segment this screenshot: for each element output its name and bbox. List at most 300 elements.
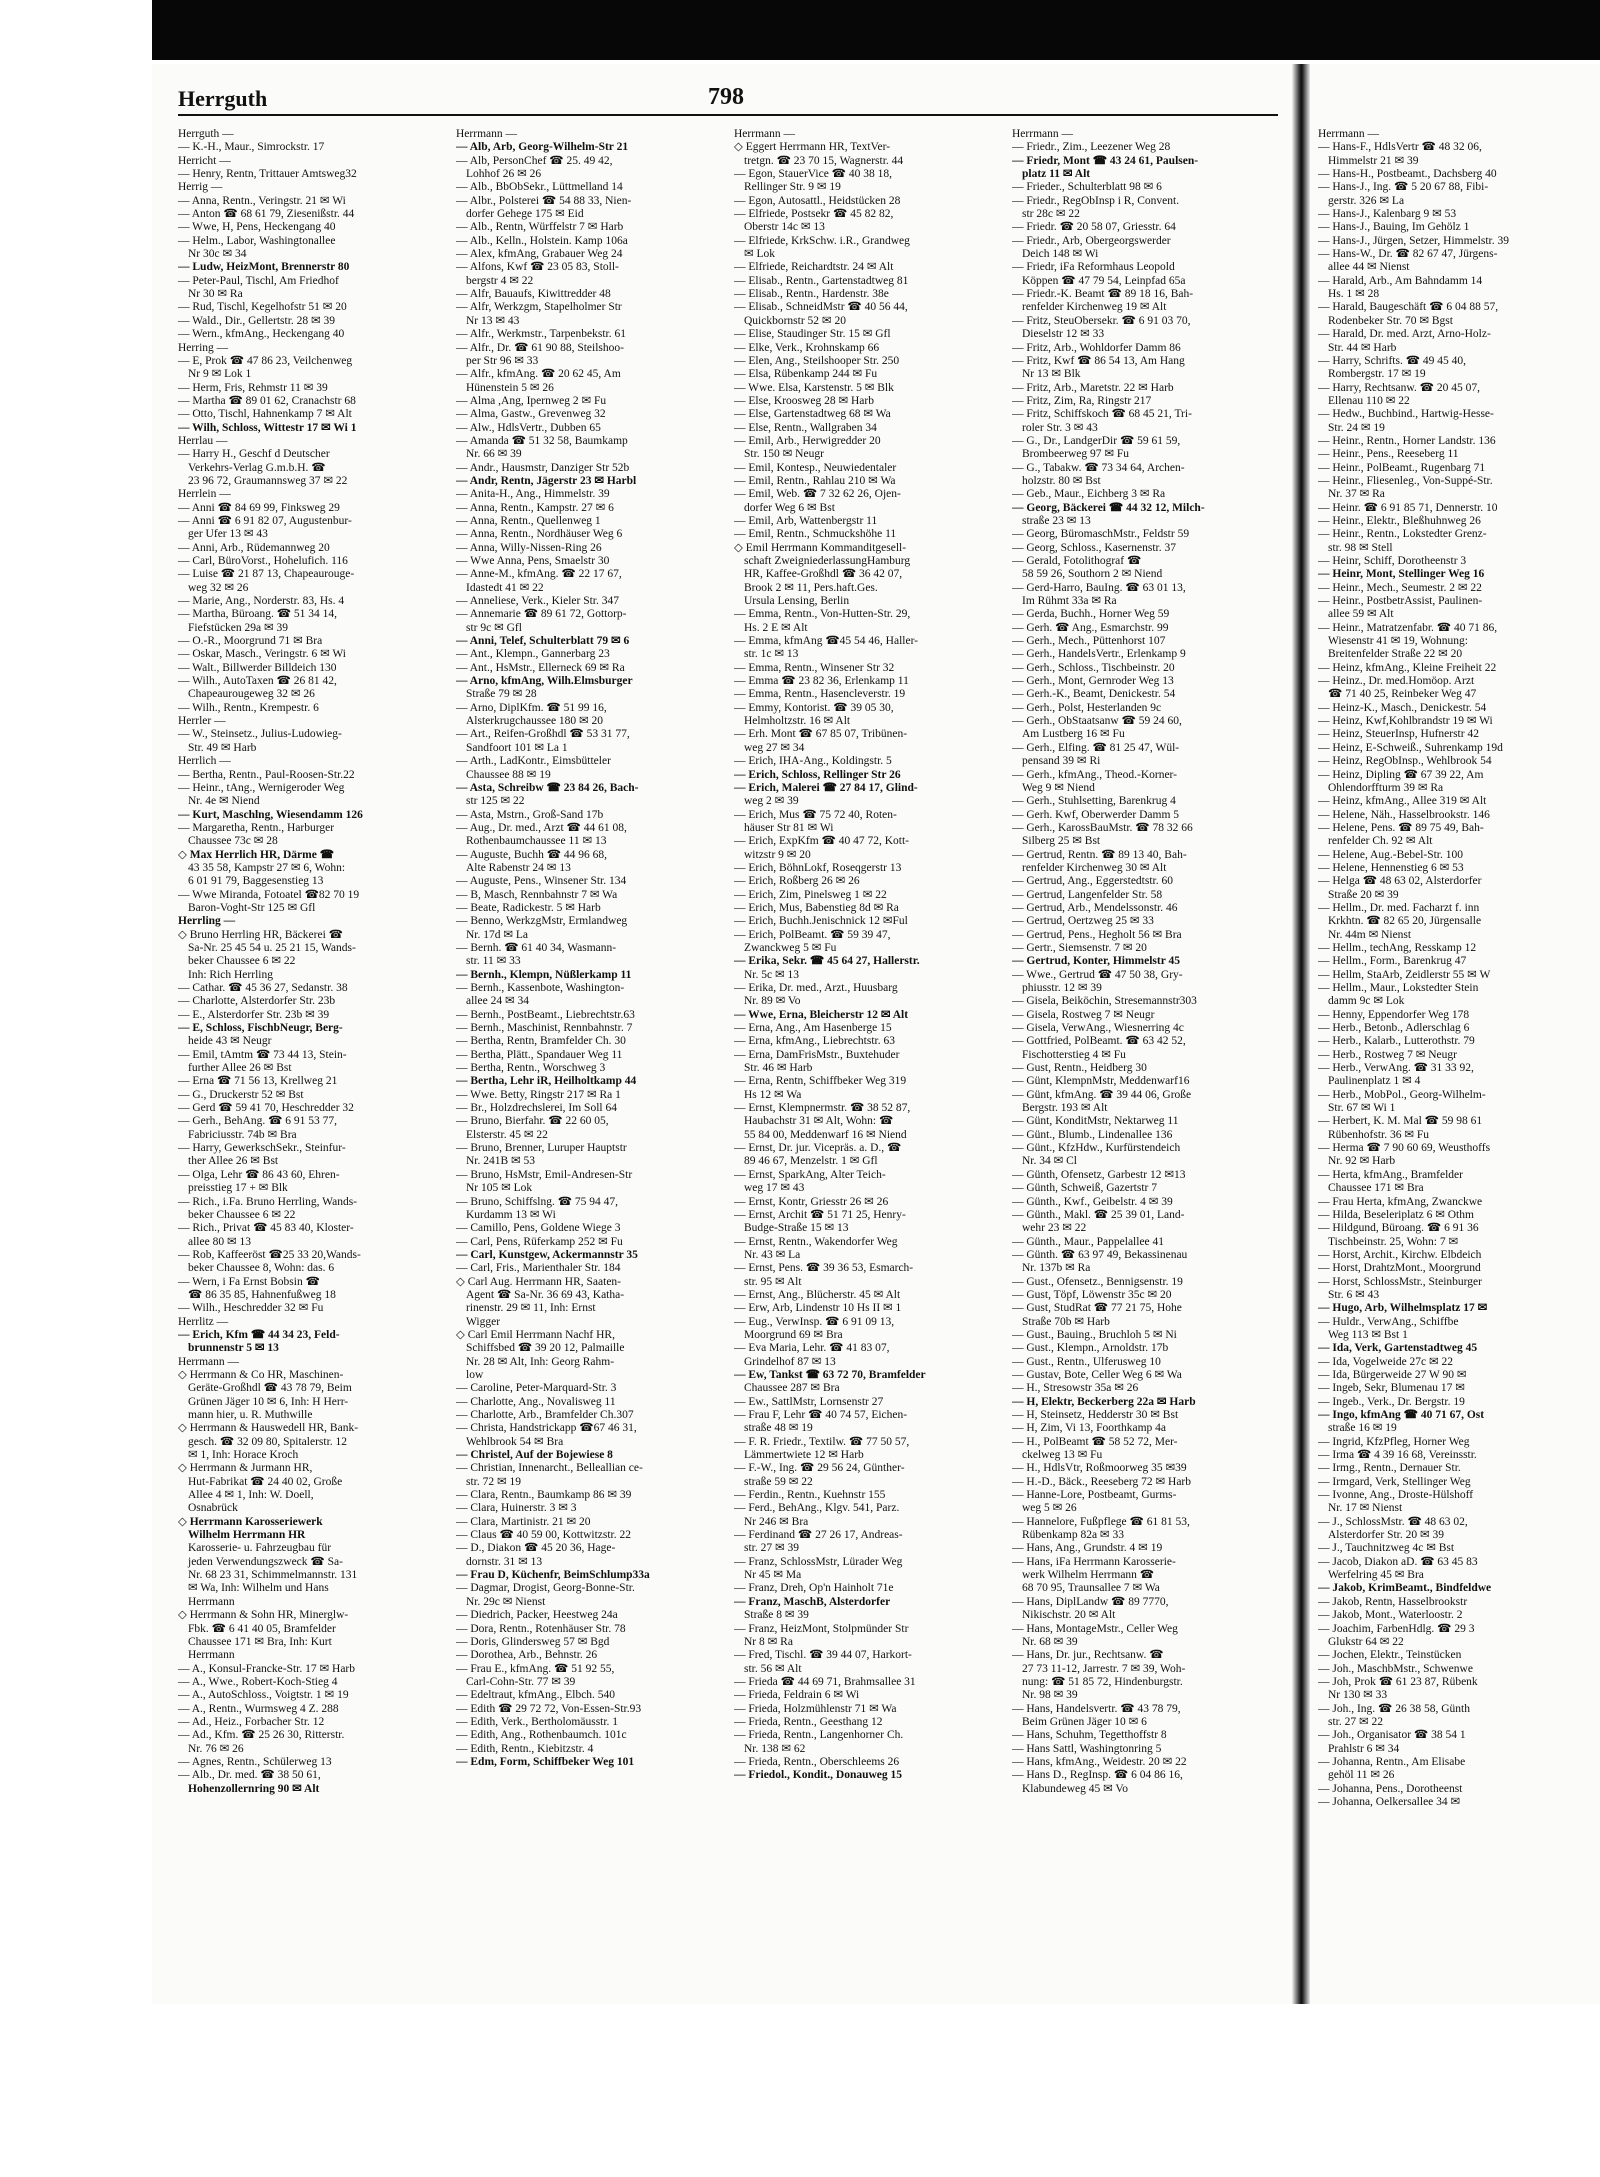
directory-entry: — Harald, Baugeschäft ☎ 6 04 88 57, xyxy=(1318,301,1499,314)
directory-entry: — A., Wwe., Robert-Koch-Stieg 4 xyxy=(178,1675,338,1688)
directory-entry: — Erich, PolBeamt. ☎ 59 39 47, xyxy=(734,928,891,941)
directory-entry: Beim Grünen Jäger 10 ✉ 6 xyxy=(1022,1715,1147,1728)
directory-entry: — Alfr, Bauaufs, Kiwittredder 48 xyxy=(456,288,611,301)
directory-entry: — Bruno, Brenner, Luruper Hauptstr xyxy=(456,1142,627,1155)
directory-entry: Str. 24 ✉ 19 xyxy=(1328,421,1385,434)
directory-entry: — Walt., Billwerder Billdeich 130 xyxy=(178,661,337,674)
directory-entry: per Str 96 ✉ 33 xyxy=(466,354,539,367)
directory-entry: — Wwe., Gertrud ☎ 47 50 38, Gry- xyxy=(1012,968,1183,981)
directory-entry: Nr. 68 23 31, Schimmelmannstr. 131 xyxy=(188,1569,358,1582)
directory-entry: — Margaretha, Rentn., Harburger xyxy=(178,821,335,834)
directory-entry: — Erich, Buchh.Jenischnick 12 ✉Ful xyxy=(734,915,908,928)
directory-entry: 89 46 67, Menzelstr. 1 ✉ Gfl xyxy=(744,1155,878,1168)
directory-entry: ther Allee 26 ✉ Bst xyxy=(188,1155,279,1168)
directory-entry: — Herb., Rostweg 7 ✉ Neugr xyxy=(1318,1048,1457,1061)
directory-entry: — Asta, Mstrn., Groß-Sand 17b xyxy=(456,808,604,821)
directory-entry: — Emil, Kontesp., Neuwiedentaler xyxy=(734,461,897,474)
directory-entry: — J., SchlossMstr. ☎ 48 63 02, xyxy=(1318,1515,1468,1528)
directory-entry: — Hellm., Form., Barenkrug 47 xyxy=(1318,955,1467,968)
directory-entry: — Wwe, Erna, Bleicherstr 12 ✉ Alt xyxy=(734,1008,909,1021)
directory-entry: — Anni ☎ 6 91 82 07, Augustenbur- xyxy=(178,514,352,527)
directory-entry: Krkhtn. ☎ 82 65 20, Jürgensalle xyxy=(1328,915,1482,928)
directory-entry: häuser Str 81 ✉ Wi xyxy=(744,821,834,834)
directory-entry: — Carl, Kunstgew, Ackermannstr 35 xyxy=(456,1248,638,1261)
directory-entry: — Heinr., tAng., Wernigeroder Weg xyxy=(178,781,345,794)
directory-entry: — Emil, Web. ☎ 7 32 62 26, Ojen- xyxy=(734,488,901,501)
directory-entry: — Gust., Ofensetz., Bennigsenstr. 19 xyxy=(1012,1275,1183,1288)
directory-entry: — H, Steinsetz, Hedderstr 30 ✉ Bst xyxy=(1012,1409,1179,1421)
directory-entry: Tischbeinstr. 25, Wohn: 7 ✉ xyxy=(1328,1235,1459,1248)
directory-entry: ☎ 86 35 85, Hahnenfußweg 18 xyxy=(188,1288,336,1301)
directory-entry: Silberg 25 ✉ Bst xyxy=(1022,835,1101,848)
directory-entry: — Emma, Rentn., Von-Hutten-Str. 29, xyxy=(734,608,911,621)
directory-entry: low xyxy=(466,1368,484,1381)
directory-entry: — Anni ☎ 84 69 99, Finksweg 29 xyxy=(178,501,340,514)
directory-entry: weg 5 ✉ 26 xyxy=(1022,1502,1077,1515)
directory-entry: — Fritz, Zim, Ra, Ringstr 217 xyxy=(1012,394,1152,407)
directory-entry: — Alb, PersonChef ☎ 25. 49 42, xyxy=(456,154,613,167)
directory-entry: brunnenstr 5 ✉ 13 xyxy=(188,1342,279,1355)
directory-entry: str. 98 ✉ Stell xyxy=(1328,541,1393,554)
directory-entry: — A., Rentn., Wurmsweg 4 Z. 288 xyxy=(178,1702,339,1715)
directory-entry: — Hilda, Beseleriplatz 6 ✉ Othm xyxy=(1318,1208,1474,1221)
directory-entry: str. 56 ✉ Alt xyxy=(744,1662,802,1675)
directory-entry: Fabriciusstr. 74b ✉ Bra xyxy=(188,1128,297,1141)
directory-entry: — Hans-H., Postbeamt., Dachsberg 40 xyxy=(1318,168,1497,181)
directory-entry: — Gerda, Buchh., Horner Weg 59 xyxy=(1012,608,1170,621)
directory-entry: beker Chaussee 6 ✉ 22 xyxy=(188,1208,296,1221)
directory-entry: Idastedt 41 ✉ 22 xyxy=(466,581,544,594)
directory-entry: — Erich, Mus ☎ 75 72 40, Roten- xyxy=(734,808,897,821)
directory-entry: — Georg, Schloss., Kasernenstr. 37 xyxy=(1012,541,1176,554)
column-3 xyxy=(734,128,998,1994)
directory-entry: Nr 8 ✉ Ra xyxy=(744,1635,793,1648)
directory-entry: 43 35 58, Kampstr 27 ✉ 6, Wohn: xyxy=(188,861,346,874)
directory-entry: — Heinr., PolBeamt., Rugenbarg 71 xyxy=(1318,461,1486,474)
directory-entry: — Alfr., kfmAng. ☎ 20 62 45, Am xyxy=(456,368,621,381)
directory-entry: — Ant., HsMstr., Ellerneck 69 ✉ Ra xyxy=(456,661,625,674)
directory-entry: — Heinr, Mont, Stellinger Weg 16 xyxy=(1318,568,1485,581)
directory-entry: Hünenstein 5 ✉ 26 xyxy=(466,381,554,394)
directory-entry: — Heinz, SteuerInsp, Hufnerstr 42 xyxy=(1318,728,1479,741)
directory-entry: — Harald, Arb., Am Bahndamm 14 xyxy=(1318,274,1483,287)
directory-entry: Nr. 43 ✉ La xyxy=(744,1248,801,1261)
directory-entry: — Hans, Schuhm, Tegetthoffstr 8 xyxy=(1012,1729,1167,1742)
directory-entry: — Wilh, Schloss, Wittestr 17 ✉ Wi 1 xyxy=(178,421,357,434)
directory-entry: Oberstr 14c ✉ 13 xyxy=(744,221,825,234)
directory-entry: — Erh. Mont ☎ 67 85 07, Tribünen- xyxy=(734,728,908,741)
directory-entry: Im Rühmt 33a ✉ Ra xyxy=(1022,595,1117,608)
directory-entry: — Caroline, Peter-Marquard-Str. 3 xyxy=(456,1382,617,1395)
directory-entry: — Hans, kfmAng., Weidestr. 20 ✉ 22 xyxy=(1012,1755,1187,1768)
directory-entry: Rothenbaumchaussee 11 ✉ 13 xyxy=(466,835,607,848)
directory-entry: 27 73 11-12, Jarrestr. 7 ✉ 39, Woh- xyxy=(1022,1662,1186,1675)
directory-entry: — Gerh., Mont, Gernroder Weg 13 xyxy=(1012,675,1174,688)
directory-entry: — Günth., Maur., Pappelallee 41 xyxy=(1012,1235,1165,1248)
directory-entry: — Heinr., PostbetrAssist, Paulinen- xyxy=(1318,595,1483,608)
directory-entry: 68 70 95, Traunsallee 7 ✉ Wa xyxy=(1022,1582,1160,1595)
directory-entry: — H., HdlsVtr, Roßmoorweg 35 ✉39 xyxy=(1012,1462,1187,1475)
directory-entry: — Gust., Rentn., Ulferusweg 10 xyxy=(1012,1355,1161,1368)
page-number: 798 xyxy=(708,84,744,110)
directory-entry: — Heinz., Dr. med.Homöop. Arzt xyxy=(1318,675,1475,688)
directory-entry: — Friedol., Kondit., Donauweg 15 xyxy=(734,1769,903,1782)
directory-entry: — Anna, Rentn., Veringstr. 21 ✉ Wi xyxy=(178,194,346,207)
directory-entry: str. 27 ✉ 22 xyxy=(1328,1715,1384,1728)
book-gutter xyxy=(1292,64,1310,2004)
directory-entry: — Frau D, Küchenfr, BeimSchlump33a xyxy=(456,1569,650,1582)
directory-entry: — Carl, BüroVorst., Hohelufich. 116 xyxy=(178,555,348,567)
directory-entry: — Fritz, Arb., Wohldorfer Damm 86 xyxy=(1012,341,1181,354)
directory-entry: Lohhof 26 ✉ 26 xyxy=(466,168,542,181)
directory-entry: — Kurt, Maschlng, Wiesendamm 126 xyxy=(178,808,363,821)
directory-entry: — Ingo, kfmAng ☎ 40 71 67, Ost xyxy=(1318,1409,1485,1421)
directory-entry: — Anni, Arb., Rüdemannweg 20 xyxy=(178,541,330,554)
directory-entry: — Gerh., Polst, Hesterlanden 9c xyxy=(1012,701,1162,714)
directory-entry: — Hanne-Lore, Postbeamt, Gurms- xyxy=(1012,1489,1177,1502)
directory-entry: Fischotterstieg 4 ✉ Fu xyxy=(1022,1048,1126,1061)
directory-entry: — Horst, Archit., Kirchw. Elbdeich xyxy=(1318,1248,1482,1261)
directory-entry: — Clara, Martinistr. 21 ✉ 20 xyxy=(456,1515,591,1528)
directory-entry: — Joh., Ing. ☎ 26 38 58, Günth xyxy=(1318,1702,1471,1715)
directory-entry: — Geb., Maur., Eichberg 3 ✉ Ra xyxy=(1012,488,1166,501)
directory-entry: — Helene, Näh., Hasselbrookstr. 146 xyxy=(1318,808,1490,821)
directory-entry: Breitenfelder Straße 22 ✉ 20 xyxy=(1328,648,1463,661)
directory-entry: — Gottfried, PolBeamt. ☎ 63 42 52, xyxy=(1012,1035,1186,1048)
directory-entry: Nr. 68 ✉ 39 xyxy=(1022,1635,1078,1648)
directory-entry: — Ad., Heiz., Forbacher Str. 12 xyxy=(178,1715,325,1728)
directory-entry: — Bertha, Rentn., Worschweg 3 xyxy=(456,1062,606,1075)
directory-entry: preisstieg 17 + ✉ Blk xyxy=(188,1182,288,1195)
directory-entry: — Hans Sattl, Washingtonring 5 xyxy=(1012,1742,1162,1755)
directory-entry: — Gertrud, Rentn. ☎ 89 13 40, Bah- xyxy=(1012,848,1187,861)
directory-entry: — Anne-M., kfmAng. ☎ 22 17 67, xyxy=(456,568,622,581)
directory-entry: — Frau E., kfmAng. ☎ 51 92 55, xyxy=(456,1662,615,1675)
directory-entry: — Hellm., Maur., Lokstedter Stein xyxy=(1318,982,1479,994)
directory-entry: platz 11 ✉ Alt xyxy=(1022,168,1091,181)
directory-entry: — Ew, Tankst ☎ 63 72 70, Bramfelder xyxy=(734,1368,926,1381)
directory-entry: — Joh., MaschbMstr., Schwenwe xyxy=(1318,1662,1473,1675)
directory-entry: — Christian, Innenarcht., Belleallian ce- xyxy=(456,1462,643,1475)
directory-entry: — Ernst, Pens. ☎ 39 36 53, Esmarch- xyxy=(734,1262,914,1275)
directory-entry: — Ingeb., Verk., Dr. Bergstr. 19 xyxy=(1318,1395,1465,1408)
directory-entry: Schiffsbed ☎ 39 20 12, Palmaille xyxy=(466,1342,625,1355)
directory-entry: — Ida, Vogelweide 27c ✉ 22 xyxy=(1318,1355,1454,1368)
directory-entry: — Beate, Radickestr. 5 ✉ Harb xyxy=(456,901,601,914)
directory-entry: — Gisela, VerwAng., Wiesnerring 4c xyxy=(1012,1022,1184,1035)
directory-entry: — Friedr., RegObInsp i R, Convent. xyxy=(1012,194,1180,207)
directory-entry: Elsterstr. 45 ✉ 22 xyxy=(466,1128,548,1141)
directory-entry: allee 44 ✉ Nienst xyxy=(1328,261,1410,274)
directory-entry: — Rich., Privat ☎ 45 83 40, Kloster- xyxy=(178,1222,354,1235)
directory-entry: — Gertrud, Langenfelder Str. 58 xyxy=(1012,888,1163,901)
directory-entry: Nr. 138 ✉ 62 xyxy=(744,1742,806,1755)
directory-entry: — Christa, Handstrickapp ☎67 46 31, xyxy=(456,1422,637,1435)
directory-entry: Nr. 5c ✉ 13 xyxy=(744,968,799,981)
directory-entry: Rellinger Str. 9 ✉ 19 xyxy=(744,181,841,194)
directory-entry: witzstr 9 ✉ 20 xyxy=(744,848,811,861)
directory-entry: — Heinr., Rentn., Horner Landstr. 136 xyxy=(1318,434,1496,447)
directory-entry: Hs. 1 ✉ 28 xyxy=(1328,288,1380,301)
directory-entry: — Alma ,Ang, Ipernweg 2 ✉ Fu xyxy=(456,394,607,407)
directory-entry: — Alb, Arb, Georg-Wilhelm-Str 21 xyxy=(456,141,629,154)
directory-entry: — Friedr, iFa Reformhaus Leopold xyxy=(1012,261,1175,274)
directory-entry: — Edm, Form, Schiffbeker Weg 101 xyxy=(456,1755,635,1768)
directory-entry: — Luise ☎ 21 87 13, Chapeaurouge- xyxy=(178,568,355,581)
directory-entry: — Bernh. ☎ 61 40 34, Wasmann- xyxy=(456,941,617,954)
directory-entry: — Gust., Bauing., Bruchloh 5 ✉ Ni xyxy=(1012,1328,1177,1341)
directory-entry: — Else, Gartenstadtweg 68 ✉ Wa xyxy=(734,408,891,421)
directory-entry: ◇ Carl Emil Herrmann Nachf HR, xyxy=(456,1328,615,1341)
directory-entry: Ohlendorffturm 39 ✉ Ra xyxy=(1328,781,1444,794)
directory-entry: — Gerd ☎ 59 41 70, Heschredder 32 xyxy=(178,1102,354,1115)
directory-entry: gehöl 11 ✉ 26 xyxy=(1328,1769,1395,1782)
directory-entry: Straße 70b ✉ Harb xyxy=(1022,1315,1110,1328)
directory-entry: Quickbornstr 52 ✉ 20 xyxy=(744,314,846,327)
directory-entry: Alsterdorfer Str. 20 ✉ 39 xyxy=(1328,1529,1444,1542)
directory-entry: — Harry H., Geschf d Deutscher xyxy=(178,448,330,461)
directory-entry: — Oskar, Masch., Veringstr. 6 ✉ Wi xyxy=(178,648,346,661)
directory-entry: weg 32 ✉ 26 xyxy=(188,581,249,594)
directory-entry: — Gerh., Schloss., Tischbeinstr. 20 xyxy=(1012,661,1175,674)
directory-entry: tretgn. ☎ 23 70 15, Wagnerstr. 44 xyxy=(744,154,904,167)
directory-entry: — Gerh., Stuhlsetting, Barenkrug 4 xyxy=(1012,795,1176,808)
directory-entry: Hs. 2 E ✉ Alt xyxy=(744,621,808,634)
directory-entry: — Andr, Rentn, Jägerstr 23 ✉ Harbl xyxy=(456,474,637,487)
directory-entry: 55 84 00, Meddenwarf 16 ✉ Niend xyxy=(744,1128,907,1141)
directory-entry: Nr. 66 ✉ 39 xyxy=(466,448,522,461)
directory-entry: — Hellm., techAng, Resskamp 12 xyxy=(1318,941,1477,954)
directory-entry: — Jakob, KrimBeamt., Bindfeldwe xyxy=(1318,1582,1492,1595)
directory-entry: heide 43 ✉ Neugr xyxy=(188,1035,272,1048)
directory-entry: — Emma ☎ 23 82 36, Erlenkamp 11 xyxy=(734,675,909,688)
directory-entry: — Frieder., Schulterblatt 98 ✉ 6 xyxy=(1012,181,1162,194)
directory-entry: — Egon, Autosattl., Heidstücken 28 xyxy=(734,194,901,207)
directory-entry: — Herb., VerwAng. ☎ 31 33 92, xyxy=(1318,1062,1474,1075)
directory-entry: — Heinr., Fliesenleg., Von-Suppé-Str. xyxy=(1318,474,1493,487)
directory-entry: HR, Kaffee-Großhdl ☎ 36 42 07, xyxy=(744,568,903,581)
directory-entry: — Wilh., AutoTaxen ☎ 26 81 42, xyxy=(178,675,337,688)
directory-entry: — Ferdinand ☎ 27 26 17, Andreas- xyxy=(734,1529,903,1542)
directory-entry: — Joh., Organisator ☎ 38 54 1 xyxy=(1318,1729,1466,1742)
directory-entry: — Carl, Pens, Rüferkamp 252 ✉ Fu xyxy=(456,1235,623,1248)
directory-entry: — Gertrud, Pens., Hegholt 56 ✉ Bra xyxy=(1012,928,1182,941)
directory-entry: — Fred, Tischl. ☎ 39 44 07, Harkort- xyxy=(734,1649,912,1662)
directory-entry: — Doris, Glindersweg 57 ✉ Bgd xyxy=(456,1635,610,1648)
directory-entry: — G., Dr., LandgerDir ☎ 59 61 59, xyxy=(1012,434,1181,447)
directory-entry: — G., Tabakw. ☎ 73 34 64, Archen- xyxy=(1012,461,1185,474)
directory-entry: Chapeaurougeweg 32 ✉ 26 xyxy=(188,688,315,701)
directory-entry: — Eva Maria, Lehr. ☎ 41 83 07, xyxy=(734,1342,890,1355)
directory-entry: — Asta, Schreibw ☎ 23 84 26, Bach- xyxy=(456,781,639,794)
directory-entry: — Ingrid, KfzPfleg, Horner Weg xyxy=(1318,1435,1470,1448)
directory-entry: — Wern, i Fa Ernst Bobsin ☎ xyxy=(178,1275,320,1288)
directory-entry: str 125 ✉ 22 xyxy=(466,795,525,808)
column-1 xyxy=(178,128,442,1994)
directory-entry: — Erna ☎ 71 56 13, Krellweg 21 xyxy=(178,1075,338,1088)
directory-entry: — Heinr., Elektr., Bleßhuhnweg 26 xyxy=(1318,514,1481,527)
directory-entry: — Gerh., HandelsVertr., Erlenkamp 9 xyxy=(1012,648,1186,661)
directory-entry: — Rud, Tischl, Kegelhofstr 51 ✉ 20 xyxy=(178,301,347,314)
directory-entry: — H.-D., Bäck., Reeseberg 72 ✉ Harb xyxy=(1012,1475,1192,1488)
directory-entry: Brook 2 ✉ 11, Pers.haft.Ges. xyxy=(744,581,878,594)
scan-margin-bottom xyxy=(152,2004,1600,2177)
directory-entry: — Gerh.-K., Beamt, Denickestr. 54 xyxy=(1012,688,1176,701)
facing-page-column xyxy=(1318,128,1598,1994)
directory-entry: — Andr., Hausmstr, Danziger Str 52b xyxy=(456,461,630,474)
directory-entry: — Wern., kfmAng., Heckengang 40 xyxy=(178,328,345,341)
directory-entry: Straße 79 ✉ 28 xyxy=(466,688,537,701)
directory-entry: — Fritz, Kwf ☎ 86 54 13, Am Hang xyxy=(1012,354,1185,367)
directory-entry: — Erika, Dr. med., Arzt., Huusbarg xyxy=(734,982,898,994)
directory-entry: Herrling — xyxy=(178,915,236,928)
directory-entry: — Art., Reifen-Großhdl ☎ 53 31 77, xyxy=(456,728,630,741)
directory-entry: — Emma, Rentn., Winsener Str 32 xyxy=(734,661,895,674)
directory-entry: — Franz, Dreh, Op'n Hainholt 71e xyxy=(734,1582,894,1595)
directory-entry: — Bruno, Schiffslng. ☎ 75 94 47, xyxy=(456,1195,619,1208)
directory-entry: — Bruno, HsMstr, Emil-Andresen-Str xyxy=(456,1168,633,1181)
directory-entry: — H, Elektr, Beckerberg 22a ✉ Harb xyxy=(1012,1395,1196,1408)
directory-entry: — Ew., SattlMstr, Lornsenstr 27 xyxy=(734,1395,884,1408)
directory-entry: Klabundeweg 45 ✉ Vo xyxy=(1022,1782,1128,1795)
directory-entry: — Alfr., Werkmstr., Tarpenbekstr. 61 xyxy=(456,328,627,341)
directory-entry: dornstr. 31 ✉ 13 xyxy=(466,1555,543,1568)
directory-entry: Paulinenplatz 1 ✉ 4 xyxy=(1328,1075,1421,1088)
directory-entry: Sa-Nr. 25 45 54 u. 25 21 15, Wands- xyxy=(188,941,356,954)
directory-entry: — Franz, MaschB, Alsterdorfer xyxy=(734,1595,891,1608)
directory-entry: Karosserie- u. Fahrzeugbau für xyxy=(188,1542,332,1555)
directory-entry: — Martha, Büroang. ☎ 51 34 14, xyxy=(178,608,338,621)
directory-entry: — Alfr, Werkzgm, Stapelholmer Str xyxy=(456,301,622,314)
directory-entry: 58 59 26, Southorn 2 ✉ Niend xyxy=(1022,568,1163,581)
directory-entry: — Heinz, E-Schweiß., Suhrenkamp 19d xyxy=(1318,741,1503,754)
directory-entry: str. 95 ✉ Alt xyxy=(744,1275,802,1288)
directory-entry: Herrguth — xyxy=(178,128,234,140)
directory-entry: Nr. 37 ✉ Ra xyxy=(1328,488,1385,501)
page-header xyxy=(178,86,1278,116)
directory-entry: rinenstr. 29 ✉ 11, Inh: Ernst xyxy=(466,1302,596,1315)
directory-entry: Zwanckweg 5 ✉ Fu xyxy=(744,941,837,954)
directory-entry: — Gertrud, Arb., Mendelssonstr. 46 xyxy=(1012,901,1178,914)
directory-entry: beker Chaussee 6 ✉ 22 xyxy=(188,955,296,968)
directory-entry: — D., Diakon ☎ 45 20 36, Hage- xyxy=(456,1542,616,1555)
directory-entry: renfelder Kirchenweg 30 ✉ Alt xyxy=(1022,861,1167,874)
directory-entry: holzstr. 80 ✉ Bst xyxy=(1022,474,1101,487)
directory-entry: — Emma, kfmAng ☎45 54 46, Haller- xyxy=(734,635,919,648)
directory-entry: straße 59 ✉ 22 xyxy=(744,1475,813,1488)
directory-entry: Fiefstücken 29a ✉ 39 xyxy=(188,621,289,634)
directory-entry: — Erna, DamFrisMstr., Buxtehuder xyxy=(734,1048,900,1061)
directory-entry: — Alb., Kelln., Holstein. Kamp 106a xyxy=(456,234,628,247)
directory-entry: — Heinz, kfmAng., Kleine Freiheit 22 xyxy=(1318,661,1497,674)
directory-entry: Kurdamm 13 ✉ Wi xyxy=(466,1208,556,1221)
directory-entry: — Hans-J., Ing. ☎ 5 20 67 88, Fibi- xyxy=(1318,181,1489,194)
directory-entry: — Ernst, Dr. jur. Vicepräs. a. D., ☎ xyxy=(734,1142,902,1155)
directory-entry: — Rich., i.Fa. Bruno Herrling, Wands- xyxy=(178,1195,358,1208)
directory-entry: — Gustav, Bote, Celler Weg 6 ✉ Wa xyxy=(1012,1368,1182,1381)
directory-entry: — Hans, DiplLandw ☎ 89 7770, xyxy=(1012,1595,1169,1608)
directory-entry: Brombeerweg 97 ✉ Fu xyxy=(1022,448,1130,461)
directory-entry: — Gust, StudRat ☎ 77 21 75, Hohe xyxy=(1012,1302,1182,1315)
directory-entry: — Ernst, Archit ☎ 51 71 25, Henry- xyxy=(734,1208,906,1221)
directory-entry: — Bertha, Plätt., Spandauer Weg 11 xyxy=(456,1048,623,1061)
directory-entry: — W., Steinsetz., Julius-Ludowieg- xyxy=(178,728,342,741)
directory-entry: Nr 30c ✉ 34 xyxy=(188,248,247,261)
directory-entry: — Helene, Hennenstieg 6 ✉ 53 xyxy=(1318,861,1464,874)
directory-entry: — Auguste, Pens., Winsener Str. 134 xyxy=(456,875,627,888)
directory-entry: Hs 12 ✉ Wa xyxy=(744,1088,802,1101)
directory-entry: — Günt, KonditMstr, Nektarweg 11 xyxy=(1012,1115,1179,1128)
directory-entry: Prahlstr 6 ✉ 34 xyxy=(1328,1742,1400,1755)
directory-columns xyxy=(178,128,1286,1994)
directory-entry: — Gerh. Kwf, Oberwerder Damm 5 xyxy=(1012,808,1180,821)
directory-entry: — Wwe. Elsa, Karstenstr. 5 ✉ Blk xyxy=(734,381,894,394)
directory-entry: — Horst, DrahtzMont., Moorgrund xyxy=(1318,1262,1481,1275)
directory-entry: — Charlotte, Ang., Novalisweg 11 xyxy=(456,1395,616,1408)
directory-entry: — Cathar. ☎ 45 36 27, Sedanstr. 38 xyxy=(178,982,348,994)
directory-entry: — Hannelore, Fußpflege ☎ 61 81 53, xyxy=(1012,1515,1190,1528)
directory-entry: — Gust, Rentn., Heidberg 30 xyxy=(1012,1062,1147,1075)
directory-entry: — Friedr. ☎ 20 58 07, Griesstr. 64 xyxy=(1012,221,1176,234)
directory-entry: — Anna, Willy-Nissen-Ring 26 xyxy=(456,541,602,554)
directory-entry: — Gertrud, Konter, Himmelstr 45 xyxy=(1012,955,1181,968)
running-head: Herrguth xyxy=(178,86,268,111)
directory-entry: Sandfoort 101 ✉ La 1 xyxy=(466,741,568,754)
directory-entry: — Hans D., RegInsp. ☎ 6 04 86 16, xyxy=(1012,1769,1183,1782)
directory-entry: ◇ Max Herrlich HR, Därme ☎ xyxy=(178,848,335,861)
directory-entry: Fbk. ☎ 6 41 40 05, Bramfelder xyxy=(188,1622,336,1635)
directory-entry: — Wilh., Rentn., Krempestr. 6 xyxy=(178,701,319,714)
directory-entry: — Alfr., Dr. ☎ 61 90 88, Steilshoo- xyxy=(456,341,624,354)
directory-entry: — Anton ☎ 68 61 79, Ziesenißstr. 44 xyxy=(178,208,355,221)
directory-entry: — Wwe Miranda, Fotoatel ☎82 70 19 xyxy=(178,888,360,901)
directory-entry: — Elsa, Rübenkamp 244 ✉ Fu xyxy=(734,368,878,381)
directory-entry: — Herb., Betonb., Adlerschlag 6 xyxy=(1318,1022,1470,1035)
directory-entry: Rodenbeker Str. 70 ✉ Bgst xyxy=(1328,314,1453,327)
directory-entry: — Hans-W., Dr. ☎ 82 67 47, Jürgens- xyxy=(1318,248,1498,261)
directory-entry: Weg 113 ✉ Bst 1 xyxy=(1328,1328,1408,1341)
directory-entry: — Bernh., PostBeamt., Liebrechtstr.63 xyxy=(456,1008,635,1021)
directory-entry: — Carl, Fris., Marienthaler Str. 184 xyxy=(456,1262,621,1275)
directory-entry: ◇ Herrmann & Hauswedell HR, Bank- xyxy=(178,1422,359,1435)
directory-entry: — H., Stresowstr 35a ✉ 26 xyxy=(1012,1382,1139,1395)
directory-entry: — J., Tauchnitzweg 4c ✉ Bst xyxy=(1318,1542,1455,1555)
directory-entry: — Frieda, Feldrain 6 ✉ Wi xyxy=(734,1689,860,1702)
directory-entry: — Bernh., Maschinist, Rennbahnstr. 7 xyxy=(456,1022,633,1035)
directory-entry: — Egon, StauerVice ☎ 40 38 18, xyxy=(734,168,892,181)
directory-entry: Herrmann — xyxy=(178,1355,239,1368)
directory-entry: — Elisab., Rentn., Hardenstr. 38e xyxy=(734,288,889,301)
directory-entry: further Allee 26 ✉ Bst xyxy=(188,1062,292,1075)
directory-entry: ✉ Lok xyxy=(744,248,776,261)
directory-entry: — K.-H., Maur., Simrockstr. 17 xyxy=(178,141,325,154)
directory-entry: — Friedr, Mont ☎ 43 24 61, Paulsen- xyxy=(1012,154,1199,167)
directory-entry: — Gerh., KarossBauMstr. ☎ 78 32 66 xyxy=(1012,821,1193,834)
directory-entry: renfelder Kirchenweg 19 ✉ Alt xyxy=(1022,301,1167,314)
directory-entry: — Anna, Rentn., Quellenweg 1 xyxy=(456,514,601,527)
directory-entry: — Heinr. ☎ 6 91 85 71, Dennerstr. 10 xyxy=(1318,501,1498,514)
directory-entry: — Annemarie ☎ 89 61 72, Gottorp- xyxy=(456,608,627,621)
directory-entry: — Hans-J., Bauing, Im Gehölz 1 xyxy=(1318,221,1470,234)
directory-entry: — Fritz, Arb., Maretstr. 22 ✉ Harb xyxy=(1012,381,1174,394)
directory-entry: Nr. 92 ✉ Harb xyxy=(1328,1155,1396,1168)
directory-entry: — Erich, IHA-Ang., Koldingstr. 5 xyxy=(734,755,892,768)
directory-entry: Str. 46 ✉ Harb xyxy=(744,1062,813,1075)
directory-entry: — Christel, Auf der Bojewiese 8 xyxy=(456,1449,613,1462)
directory-entry: — Ernst, SparkAng, Alter Teich- xyxy=(734,1168,886,1181)
directory-entry: — Arno, kfmAng, Wilh.Elmsburger xyxy=(456,675,633,688)
directory-entry: — Joachim, FarbenHdlg. ☎ 29 3 xyxy=(1318,1622,1475,1635)
